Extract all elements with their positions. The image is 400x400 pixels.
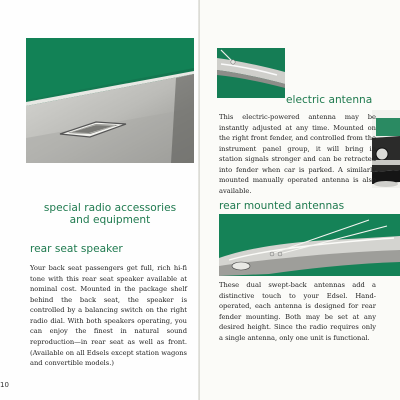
rear-seat-speaker-heading: rear seat speaker xyxy=(30,243,123,255)
electric-antenna-body: This electric-powered antenna may be instantly adjusted at any time. Mounted on the right front fender, and controlled from the instrument panel group, it will bring in station signals stronger and can be retracted into fender when car is parked. A similarly mounted manually operated antenna is also available. xyxy=(219,113,376,196)
right-page xyxy=(200,0,400,400)
electric-antenna-heading: electric antenna xyxy=(286,94,373,106)
section-heading xyxy=(30,202,190,226)
section-heading-line1: special radio accessories xyxy=(43,202,177,214)
rear-mounted-antennas-photo xyxy=(219,214,400,276)
rear-seat-speaker-photo xyxy=(26,38,194,163)
section-heading-line2: and equipment xyxy=(69,214,151,227)
rear-seat-speaker-body: Your back seat passengers get full, rich hi-fi tone with this rear seat speaker available at nominal cost. Mounted in the package shelf behind the back seat, the speaker is controlled by a balancing switch on the right radio dial. With both speakers operating, you can enjoy the finest in natural sound reproduction—in rear seat as well as front. (Available on all Edsels except station wagons and convertible models.) xyxy=(30,264,187,368)
rear-mounted-antennas-heading: rear mounted antennas xyxy=(219,200,345,212)
page-number: 10 xyxy=(0,381,9,389)
electric-antenna-photo xyxy=(217,48,285,98)
rear-mounted-antennas-body: These dual swept-back antennas add a distinctive touch to your Edsel. Hand-operated, each antenna is designed for rear fender mounting. Both may be set at any desired height. Since the radio requires only a single antenna, only one unit is functional. xyxy=(219,281,376,342)
car-front-photo xyxy=(372,110,400,188)
